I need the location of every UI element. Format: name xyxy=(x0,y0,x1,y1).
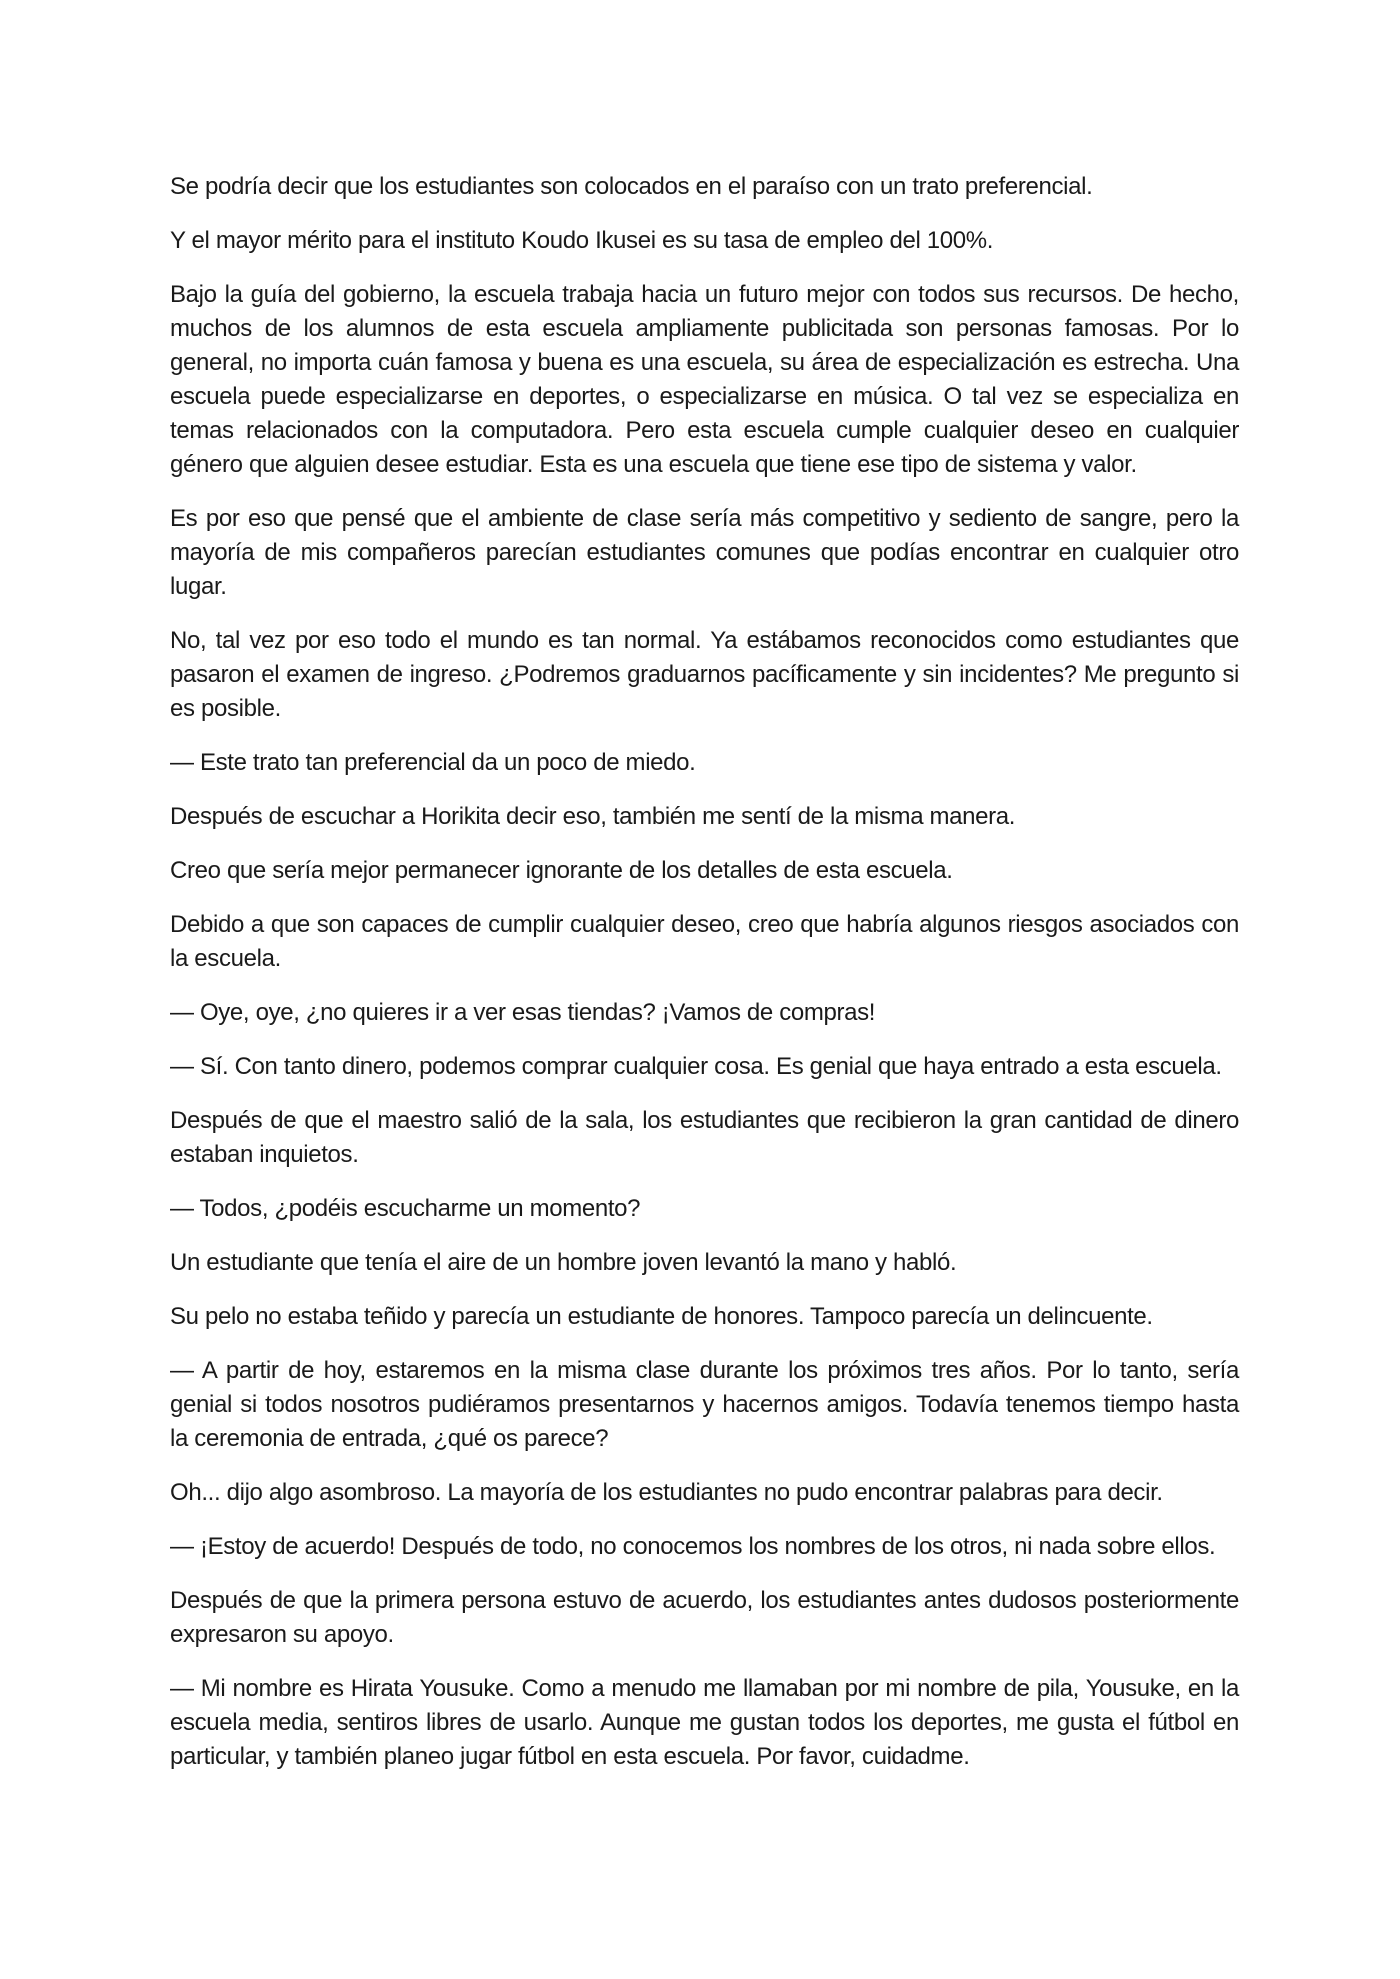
paragraph: Después de que el maestro salió de la sala, los estudiantes que recibieron la gran cantidad de dinero estaban inquietos. xyxy=(170,1107,1239,1168)
dialogue-line: — Todos, ¿podéis escucharme un momento? xyxy=(170,1195,641,1222)
paragraph: Su pelo no estaba teñido y parecía un estudiante de honores. Tampoco parecía un delincuente. xyxy=(170,1303,1153,1330)
dialogue-line: — Sí. Con tanto dinero, podemos comprar cualquier cosa. Es genial que haya entrado a esta escuela. xyxy=(170,1053,1222,1080)
dialogue-line: — Mi nombre es Hirata Yousuke. Como a menudo me llamaban por mi nombre de pila, Yousuke, en la escuela media, sentiros libres de usarlo. Aunque me gustan todos los deportes, me gusta el fútbol en particular, y también planeo jugar fútbol en esta escuela. Por favor, cuidadme. xyxy=(170,1675,1239,1770)
paragraph: Y el mayor mérito para el instituto Koudo Ikusei es su tasa de empleo del 100%. xyxy=(170,227,994,254)
paragraph: Oh... dijo algo asombroso. La mayoría de los estudiantes no pudo encontrar palabras para decir. xyxy=(170,1479,1163,1506)
paragraph: Después de escuchar a Horikita decir eso, también me sentí de la misma manera. xyxy=(170,803,1016,830)
document-body xyxy=(170,170,1239,1794)
paragraph: No, tal vez por eso todo el mundo es tan normal. Ya estábamos reconocidos como estudiantes que pasaron el examen de ingreso. ¿Podremos graduarnos pacíficamente y sin incidentes? Me pregunto si es posible. xyxy=(170,627,1239,722)
paragraph: Creo que sería mejor permanecer ignorante de los detalles de esta escuela. xyxy=(170,857,953,884)
paragraph: Es por eso que pensé que el ambiente de clase sería más competitivo y sediento de sangre, pero la mayoría de mis compañeros parecían estudiantes comunes que podías encontrar en cualquier otro lugar. xyxy=(170,505,1239,600)
dialogue-line: — A partir de hoy, estaremos en la misma clase durante los próximos tres años. Por lo tanto, sería genial si todos nosotros pudiéramos presentarnos y hacernos amigos. Todavía tenemos tiempo hasta la ceremonia de entrada, ¿qué os parece? xyxy=(170,1357,1239,1452)
paragraph: Después de que la primera persona estuvo de acuerdo, los estudiantes antes dudosos posteriormente expresaron su apoyo. xyxy=(170,1587,1239,1648)
paragraph: Un estudiante que tenía el aire de un hombre joven levantó la mano y habló. xyxy=(170,1249,957,1276)
paragraph: Bajo la guía del gobierno, la escuela trabaja hacia un futuro mejor con todos sus recursos. De hecho, muchos de los alumnos de esta escuela ampliamente publicitada son personas famosas. Por lo general, no importa cuán famosa y buena es una escuela, su área de especialización es estrecha. Una escuela puede especializarse en deportes, o especializarse en música. O tal vez se especializa en temas relacionados con la computadora. Pero esta escuela cumple cualquier deseo en cualquier género que alguien desee estudiar. Esta es una escuela que tiene ese tipo de sistema y valor. xyxy=(170,281,1239,478)
dialogue-line: — Oye, oye, ¿no quieres ir a ver esas tiendas? ¡Vamos de compras! xyxy=(170,999,876,1026)
paragraph: Debido a que son capaces de cumplir cualquier deseo, creo que habría algunos riesgos asociados con la escuela. xyxy=(170,911,1239,972)
dialogue-line: — Este trato tan preferencial da un poco de miedo. xyxy=(170,749,696,776)
dialogue-line: — ¡Estoy de acuerdo! Después de todo, no conocemos los nombres de los otros, ni nada sobre ellos. xyxy=(170,1533,1216,1560)
paragraph: Se podría decir que los estudiantes son colocados en el paraíso con un trato preferencial. xyxy=(170,173,1093,200)
